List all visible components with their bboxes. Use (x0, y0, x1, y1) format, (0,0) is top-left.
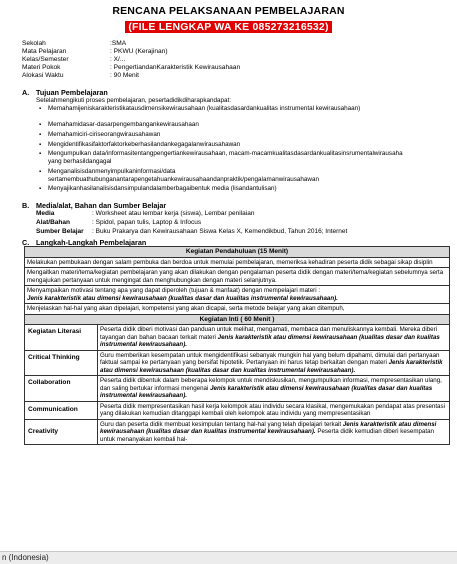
inti-content (98, 376, 450, 402)
pendahuluan-step-text: Menyampaikan motivasi tentang apa yang dapat diperoleh (tujuan & manfaat) dengan mempelajari materi : (27, 287, 321, 294)
inti-label: Critical Thinking (25, 350, 98, 376)
pendahuluan-header: Kegiatan Pendahuluan (15 Menit) (25, 247, 450, 258)
inti-text: Guru memberikan kesempatan untuk mengidentifikasi sebanyak mungkin hal yang belum dipahami, dimulai dari pertanyaan faktual sampai ke pertanyaan yang bersifat hipotetik. Pertanyaan ini harus tetap berkaitan dengan materi (100, 351, 440, 366)
inti-label: Kegiatan Literasi (25, 325, 98, 351)
section-title: Tujuan Pembelajaran (36, 88, 108, 97)
objective-item: ▪ Menganalisisdanmenyimpulkaninformasi/data sertamembuathubunganantarapengetahuankewirausahaandanpraktik/pengalamanwirausahawan (48, 168, 408, 184)
section-title: Media/alat, Bahan dan Sumber Belajar (36, 201, 167, 210)
pendahuluan-step: Melakukan pembukaan dengan salam pembuka dan berdoa untuk memulai pembelajaran, memeriksa kehadiran peserta didik sebagai sikap disiplin (25, 257, 450, 268)
identity-label: Materi Pokok (22, 64, 61, 71)
pendahuluan-step: Menjelaskan hal-hal yang akan dipelajari, kompetensi yang akan dicapai, serta metode belajar yang akan ditempuh, (25, 304, 450, 315)
identity-value: : PKWU (Kerajinan) (110, 48, 168, 55)
contact-banner-text: (FILE LENGKAP WA KE 085273216532) (125, 21, 331, 33)
objective-item: ▪ Memahamijeniskarakteristikatausdimensikewirausahaan (kualitasdasardankualitas instrumental kewirausahaan) (48, 105, 408, 113)
tools-label: Alat/Bahan (36, 219, 70, 226)
language-indicator[interactable]: n (Indonesia) (2, 553, 49, 562)
contact-banner (0, 17, 457, 35)
section-number: B. (22, 201, 30, 210)
identity-label: Kelas/Semester (22, 56, 69, 63)
learning-steps-table (24, 246, 450, 445)
media-label: Media (36, 210, 55, 217)
inti-content (98, 325, 450, 351)
inti-label: Communication (25, 401, 98, 419)
inti-text: Peserta didik mempresentasikan hasil kerja kelompok atau individu secara klasikal, mengemukakan pendapat atas presentasi yang dilakukan kemudian ditanggapi kembali oleh kelompok atau individu yang mempresentasikan (100, 402, 445, 417)
identity-label: Mata Pelajaran (22, 48, 67, 55)
inti-italic: Jenis karakteristik atau dimensi kewirausahaan (kualitas dasar dan kualitas instrumental kewirausahaan). (100, 359, 443, 374)
status-bar (0, 551, 457, 564)
inti-content (98, 350, 450, 376)
inti-label: Creativity (25, 419, 98, 445)
objective-item: ▪ Memahamidasar-dasarpengembangankewirausahaan (48, 121, 408, 129)
inti-content (98, 419, 450, 445)
identity-label: Alokasi Waktu (22, 72, 64, 79)
media-value: : Worksheet atau lembar kerja (siswa), Lembar penilaian (92, 210, 255, 217)
inti-italic: Jenis karakteristik atau dimensi kewirausahaan (kualitas dasar dan kualitas instrumental kewirausahaan). (100, 420, 437, 435)
section-a-intro: Setelahmengikuti proses pembelajaran, pesertadidikdiharapkandapat: (36, 97, 231, 104)
objective-item: ▪ Mengumpulkan data/informasitentangpengertiankewirausahaan, macam-macamkualitasdasardankualitasinsrumentalwirausaha yang berhasildangagal (48, 150, 408, 166)
identity-value: : PengertiandanKarakteristik Kewirausahaan (110, 64, 241, 71)
inti-italic: Jenis karakteristik atau dimensi kewirausahaan (kualitas dasar dan kualitas instrumental kewirausahaan). (100, 384, 433, 399)
tools-value: : Spidol, papan tulis, Laptop & Infocus (92, 219, 202, 226)
inti-text: Peserta didik diberi motivasi dan panduan untuk melihat, mengamati, membaca dan menuliskannya kembali. Mereka diberi tayangan dan bahan bacaan terkait materi (100, 326, 438, 341)
identity-value: : 90 Menit (110, 72, 139, 79)
identity-value: :SMA (110, 40, 127, 47)
section-number: C. (22, 238, 30, 247)
inti-label: Collaboration (25, 376, 98, 402)
inti-content (98, 401, 450, 419)
section-b-heading (22, 201, 166, 210)
inti-text: Peserta didik dibentuk dalam beberapa kelompok untuk mendiskusikan, mengumpulkan informasi, mempresentasikan ulang, dan saling bertukar informasi mengenai (100, 377, 442, 392)
inti-text: Guru dan peserta didik membuat kesimpulan tentang hal-hal yang telah dipelajari terkait (100, 420, 342, 428)
section-title: Langkah-Langkah Pembelajaran (36, 238, 147, 247)
document-title: RENCANA PELAKSANAAN PEMBELAJARAN (112, 5, 345, 17)
inti-text-tail: Peserta didik kemudian diberi kesempatan untuk menanyakan kembali hal- (100, 428, 434, 443)
source-value: : Buku Prakarya dan Kewirausahaan Siswa Kelas X, Kemendikbud, Tahun 2016; Internet (92, 228, 348, 235)
objective-item: ▪ Menyajikanhasilanalisisdansimpulandalamberbagaibentuk media (lisandantulisan) (48, 185, 408, 193)
objective-item: ▪ Mengidentifikasifaktorfaktorkeberhasilandankegagalanwirausahawan (48, 141, 408, 149)
inti-header: Kegiatan Inti ( 60 Menit ) (25, 314, 450, 325)
pendahuluan-step-italic: Jenis karakteristik atau dimensi kewirausahaan (kualitas dasar dan kualitas instrumental kewirausahaan). (27, 294, 338, 302)
pendahuluan-step: Mengaitkan materi/tema/kegiatan pembelajaran yang akan dilakukan dengan pengalaman peserta didik dengan materi/tema/kegiatan sebelumnya serta mengajukan pertanyaan untuk mengingat dan menghubungkan dengan materi selanjutnya. (25, 268, 450, 286)
section-number: A. (22, 88, 30, 97)
pendahuluan-step (25, 286, 450, 304)
identity-label: Sekolah (22, 40, 46, 47)
inti-italic: Jenis karakteristik atau dimensi kewirausahaan (kualitas dasar dan kualitas instrumental kewirausahaan). (100, 333, 440, 348)
section-a-heading (22, 88, 108, 97)
objective-item: ▪ Memahamiciri-ciriseorangwirausahawan (48, 131, 408, 139)
source-label: Sumber Belajar (36, 228, 84, 235)
identity-value: : X/... (110, 56, 126, 63)
